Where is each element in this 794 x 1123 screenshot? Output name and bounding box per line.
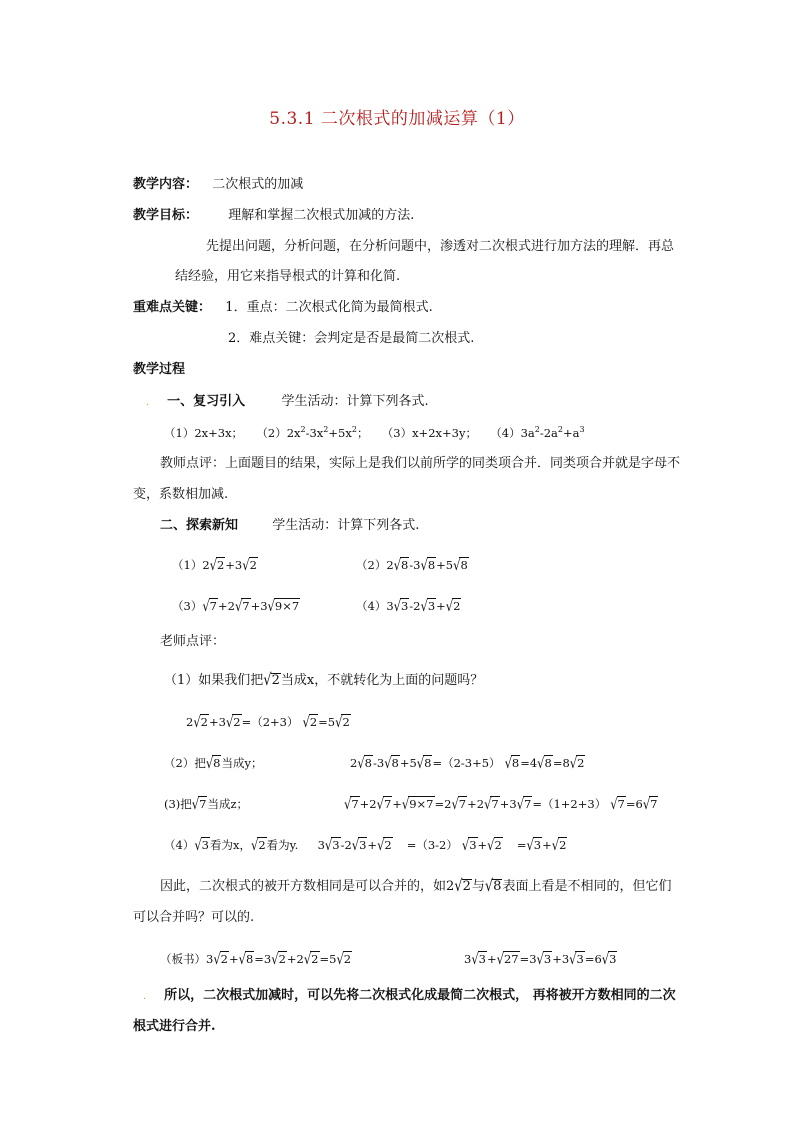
mark-dot: .	[146, 398, 149, 408]
process-heading: 教学过程	[133, 362, 186, 377]
content-value: 二次根式的加减	[212, 177, 304, 192]
result-2: 2√8-3√8+5√8=（2-3+5） √8=4√8=8√2	[350, 754, 585, 772]
review-p4: $(4)3a^2-2a^2+a^3$	[490, 425, 585, 440]
review-activity: 学生活动：计算下列各式.	[281, 394, 429, 409]
review-line	[146, 393, 429, 412]
goal-label: 教学目标：	[133, 208, 199, 223]
note-4: （4）√3看为x，√2看为y. 3√3-2√3+√2 =（3-2） √3+√2 =√3+√2	[164, 836, 567, 854]
therefore-line-2: 可以合并吗？可以的.	[133, 910, 255, 925]
explore-line	[160, 517, 419, 535]
exercise-1: （1）2√2+3√2	[172, 556, 257, 574]
review-p1: （1）2x+3x；	[164, 426, 244, 440]
note-3: (3)把√7当成z；	[164, 795, 249, 813]
teacher-comment-label: 老师点评：	[160, 634, 226, 649]
board-line-2: 3√3+√27=3√3+3√3=6√3	[464, 950, 617, 968]
keypoint-label: 重难点关键：	[133, 300, 212, 315]
result-4: 3√3-2√3+√2 =（3-2） √3+√2 =√3+√2	[317, 836, 567, 854]
goal-text-1: 理解和掌握二次根式加减的方法.	[228, 208, 415, 223]
content-label: 教学内容：	[133, 177, 199, 192]
review-problems	[164, 424, 585, 442]
result-3: √7+2√7+√9×7=2√7+2√7+3√7=（1+2+3） √7=6√7	[344, 795, 658, 813]
page-title: 5.3.1 二次根式的加减运算（1）	[269, 109, 525, 129]
board-line-1: （板书）3√2+√8=3√2+2√2=5√2	[160, 950, 352, 968]
content-line	[133, 176, 303, 194]
review-comment-1: 教师点评：上面题目的结果，实际上是我们以前所学的同类项合并．同类项合并就是字母不	[160, 456, 681, 471]
review-heading: 一、复习引入	[167, 394, 246, 409]
exercise-2: （2）2√8-3√8+5√8	[356, 556, 468, 574]
goal-text-3: 结经验，用它来指导根式的计算和化简.	[175, 269, 401, 284]
note-2: （2）把√8当成y；	[164, 754, 263, 772]
exercise-3: （3）√7+2√7+3√9×7	[172, 597, 300, 615]
keypoint-text-2: 2．难点关键：会判定是否是最简二次根式.	[228, 331, 475, 346]
result-1: 2√2+3√2=（2+3） √2=5√2	[186, 713, 350, 731]
explore-activity: 学生活动：计算下列各式.	[272, 518, 420, 533]
exercise-4: （4）3√3-2√3+√2	[356, 597, 461, 615]
review-comment-2: 变，系数相加减.	[133, 487, 229, 502]
explore-heading: 二、探索新知	[160, 518, 239, 533]
review-p2: $(2)2x^2-3x^2+5x^2$；	[256, 425, 369, 440]
goal-text-2: 先提出问题，分析问题，在分析问题中，渗透对二次根式进行加方法的理解．再总	[206, 239, 675, 254]
keypoint-text-1: 1．重点：二次根式化简为最简根式.	[225, 300, 433, 315]
summary-line-2: 根式进行合并.	[133, 1019, 216, 1034]
goal-line-1	[133, 207, 414, 225]
review-p3: （3）x+2x+3y；	[381, 426, 477, 440]
keypoint-line-1	[133, 299, 433, 317]
note-1: （1）如果我们把√2当成x，不就转化为上面的问题吗？	[164, 671, 484, 690]
therefore-line-1: 因此，二次根式的被开方数相同是可以合并的，如2√2与√8表面上看是不相同的，但它们	[160, 877, 672, 896]
summary-line-1: . 所以，二次根式加减时，可以先将二次根式化成最简二次根式， 再将被开方数相同的二次	[143, 988, 676, 1003]
